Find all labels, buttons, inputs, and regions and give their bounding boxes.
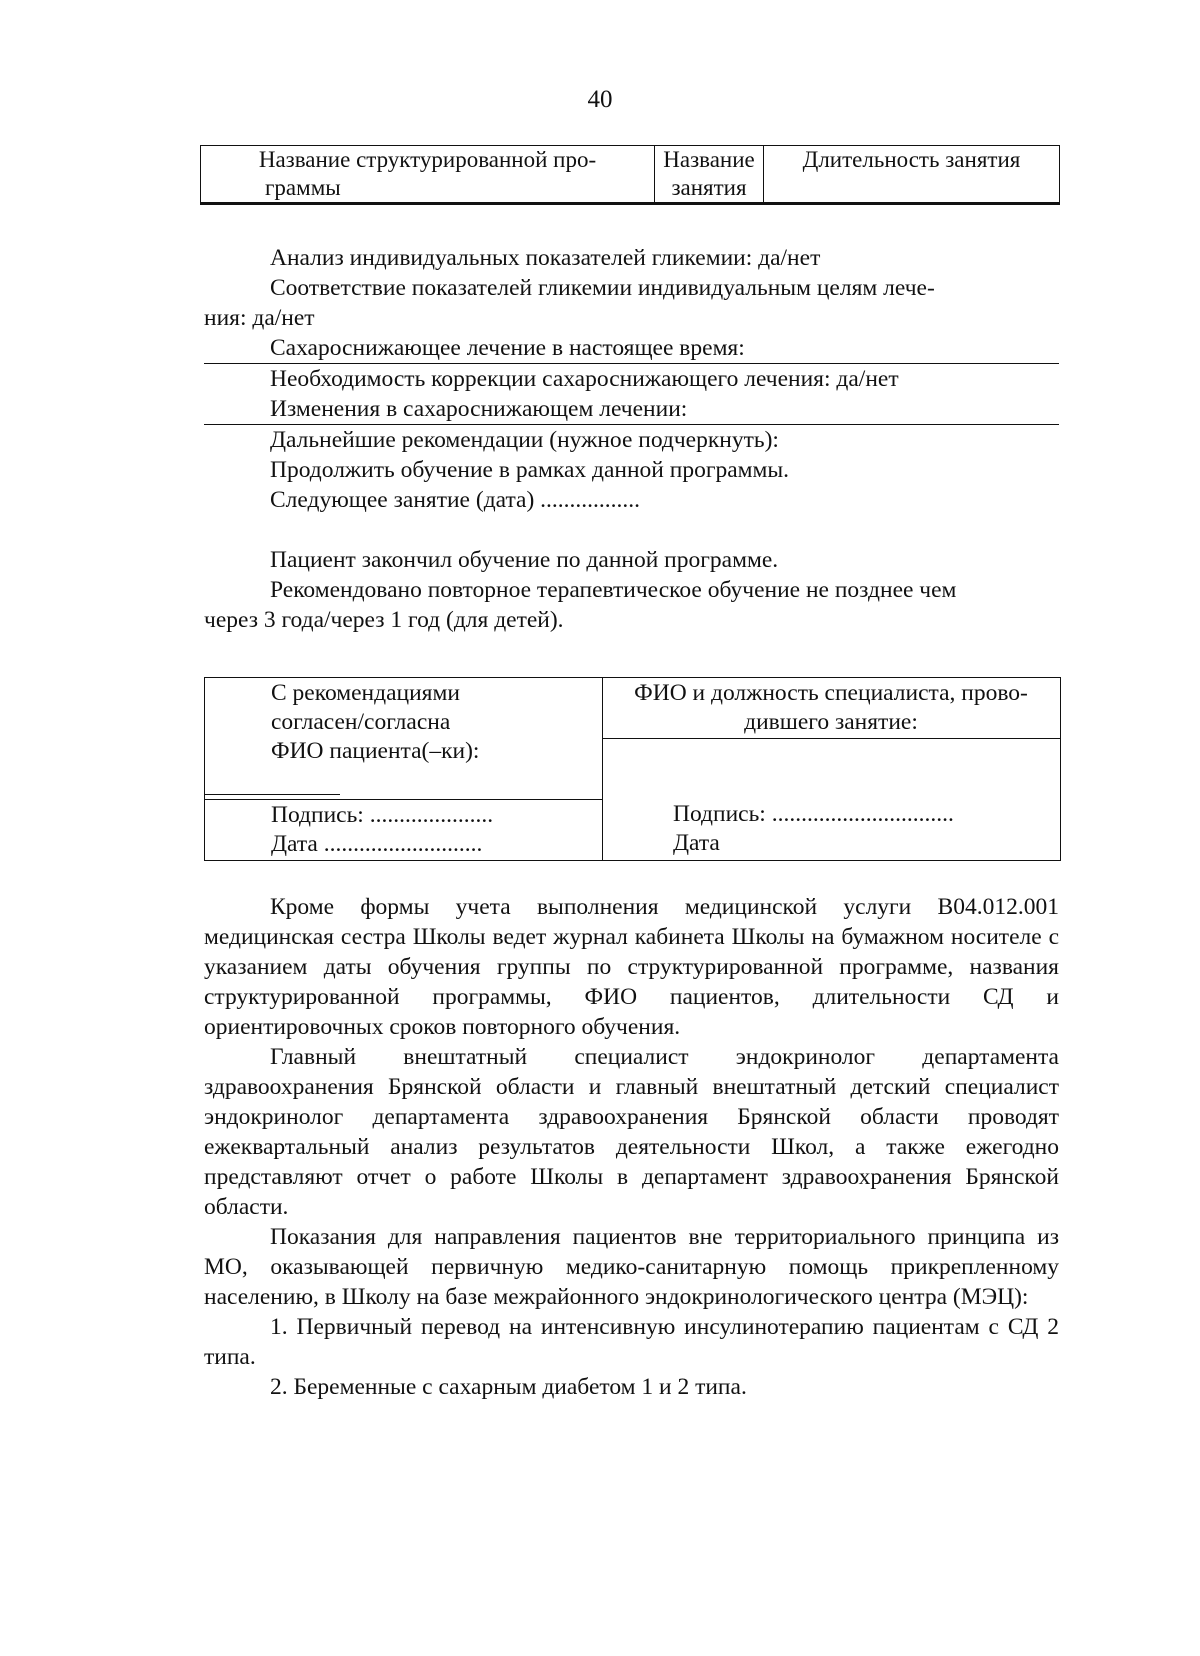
page-number: 40 bbox=[587, 86, 613, 113]
patient-agreement-line2: согласен/согласна bbox=[271, 709, 451, 735]
analysis-paragraph: Главный внештатный специалист эндокринолог департамента здравоохранения Брянской области и главный внештатный детский специалист эндокринолог департамента здравоохранения Брянской области проводят ежеквартальный анализ результатов деятельности Школ, а также ежегодно представляют отчет о работе Школы в департамент здравоохранения Брянской области. bbox=[204, 1044, 1059, 1220]
specialist-header-cell bbox=[603, 678, 1061, 739]
program-name-header bbox=[201, 146, 655, 204]
program-name-header-line2: граммы bbox=[265, 175, 341, 200]
assessment-form bbox=[204, 243, 1059, 635]
glycemia-targets-line: Соответствие показателей гликемии индивидуальным целям лече- bbox=[270, 275, 935, 301]
repeat-training-line: Рекомендовано повторное терапевтическое обучение не позднее чем bbox=[270, 577, 957, 603]
further-recommendations-line: Дальнейшие рекомендации (нужное подчеркнуть): bbox=[270, 427, 779, 453]
patient-agreement-cell bbox=[205, 678, 603, 800]
indication-list-item-1: 1. Первичный перевод на интенсивную инсулинотерапию пациентам с СД 2 типа. bbox=[204, 1314, 1059, 1370]
specialist-header-line1: ФИО и должность специалиста, прово- bbox=[634, 680, 1028, 706]
lesson-duration-header bbox=[764, 146, 1060, 204]
lesson-name-header bbox=[655, 146, 764, 204]
specialist-name-cell bbox=[603, 739, 1061, 800]
patient-signature-cell bbox=[205, 799, 603, 860]
program-name-header-line1: Название структурированной про- bbox=[258, 147, 597, 172]
lesson-name-header-line2: занятия bbox=[671, 175, 747, 200]
body-text bbox=[204, 892, 1059, 1402]
lesson-name-header-line1: Название bbox=[663, 147, 755, 172]
specialist-signature-cell bbox=[603, 799, 1061, 860]
specialist-signature-line: Подпись: ............................... bbox=[673, 801, 954, 827]
glycemia-analysis-line: Анализ индивидуальных показателей гликемии: да/нет bbox=[270, 245, 821, 271]
patient-signature-line: Подпись: ..................... bbox=[271, 801, 494, 828]
program-header-table bbox=[200, 145, 1060, 205]
next-lesson-date-line: Следующее занятие (дата) ................. bbox=[270, 487, 641, 513]
patient-agreement-line1: С рекомендациями bbox=[271, 680, 460, 706]
journal-paragraph: Кроме формы учета выполнения медицинской услуги B04.012.001 медицинская сестра Школы ведет журнал кабинета Школы на бумажном носителе с указанием даты обучения группы по структурированной программе, названия структурированной программы, ФИО пациентов, длительности СД и ориентировочных сроков повторного обучения. bbox=[204, 894, 1059, 1040]
treatment-changes-line: Изменения в сахароснижающем лечении: bbox=[204, 394, 1059, 425]
training-completed-line: Пациент закончил обучение по данной программе. bbox=[270, 547, 779, 573]
patient-date-line: Дата ........................... bbox=[271, 830, 483, 857]
specialist-header-line2: дившего занятие: bbox=[744, 709, 918, 735]
patient-name-underline bbox=[205, 766, 340, 795]
specialist-date-line: Дата bbox=[673, 830, 720, 856]
lesson-duration-header-text: Длительность занятия bbox=[802, 147, 1021, 172]
repeat-training-line-cont: через 3 года/через 1 год (для детей). bbox=[204, 607, 564, 633]
treatment-correction-line: Необходимость коррекции сахароснижающего лечения: да/нет bbox=[270, 366, 899, 392]
glycemia-targets-line-cont: ния: да/нет bbox=[204, 305, 315, 331]
current-treatment-line: Сахароснижающее лечение в настоящее время: bbox=[204, 333, 1059, 364]
indication-list-item-2: 2. Беременные с сахарным диабетом 1 и 2 типа. bbox=[270, 1374, 747, 1400]
patient-name-label: ФИО пациента(–ки): bbox=[271, 738, 480, 764]
continue-training-line: Продолжить обучение в рамках данной программы. bbox=[270, 457, 790, 483]
referral-indications-paragraph: Показания для направления пациентов вне территориального принципа из МО, оказывающей первичную медико-санитарную помощь прикрепленному населению, в Школу на базе межрайонного эндокринологического центра (МЭЦ): bbox=[204, 1224, 1059, 1310]
signature-table bbox=[204, 677, 1061, 861]
